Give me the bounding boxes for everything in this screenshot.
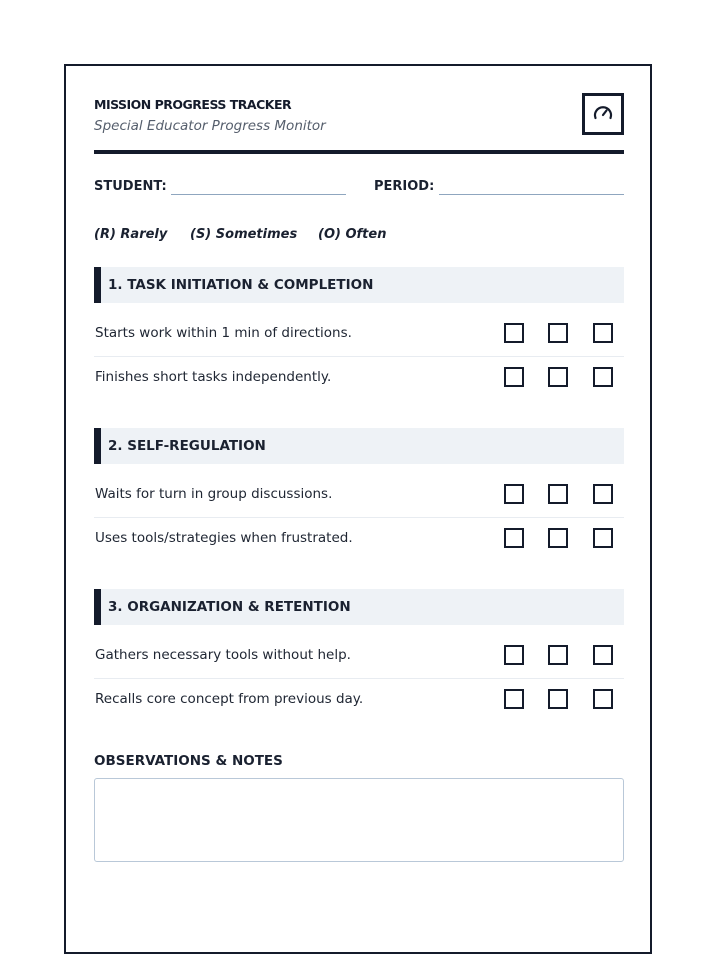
period-field[interactable] <box>439 194 624 195</box>
checklist-item-text: Finishes short tasks independently. <box>95 369 332 385</box>
page-title: MISSION PROGRESS TRACKER <box>94 97 292 112</box>
often-checkbox[interactable] <box>593 645 613 665</box>
rarely-checkbox[interactable] <box>504 367 524 387</box>
observations-label: OBSERVATIONS & NOTES <box>94 753 283 769</box>
rarely-checkbox[interactable] <box>504 645 524 665</box>
checklist-item-text: Waits for turn in group discussions. <box>95 486 333 502</box>
section-title: 3. ORGANIZATION & RETENTION <box>108 599 351 615</box>
rarely-checkbox[interactable] <box>504 484 524 504</box>
section-header-self-regulation <box>94 428 624 464</box>
sometimes-checkbox[interactable] <box>548 323 568 343</box>
often-checkbox[interactable] <box>593 689 613 709</box>
checklist-item-text: Uses tools/strategies when frustrated. <box>95 530 353 546</box>
legend-sometimes: (S) Sometimes <box>190 227 298 242</box>
sometimes-checkbox[interactable] <box>548 367 568 387</box>
sometimes-checkbox[interactable] <box>548 645 568 665</box>
student-field[interactable] <box>171 194 346 195</box>
checklist-row <box>94 678 624 722</box>
section-header-task-initiation <box>94 267 624 303</box>
page-subtitle: Special Educator Progress Monitor <box>94 118 326 134</box>
checklist-item-text: Starts work within 1 min of directions. <box>95 325 352 341</box>
checklist-row <box>94 356 624 400</box>
checklist-item-text: Recalls core concept from previous day. <box>95 691 364 707</box>
checklist-row <box>94 473 624 518</box>
legend-often: (O) Often <box>318 227 387 242</box>
often-checkbox[interactable] <box>593 367 613 387</box>
checklist-item-text: Gathers necessary tools without help. <box>95 647 351 663</box>
period-label: PERIOD: <box>374 179 435 194</box>
sometimes-checkbox[interactable] <box>548 528 568 548</box>
rarely-checkbox[interactable] <box>504 323 524 343</box>
header-divider <box>94 150 624 154</box>
section-title: 1. TASK INITIATION & COMPLETION <box>108 277 374 293</box>
sometimes-checkbox[interactable] <box>548 484 568 504</box>
section-header-organization <box>94 589 624 625</box>
often-checkbox[interactable] <box>593 323 613 343</box>
sometimes-checkbox[interactable] <box>548 689 568 709</box>
student-label: STUDENT: <box>94 179 167 194</box>
legend-rarely: (R) Rarely <box>94 227 168 242</box>
checklist-row <box>94 634 624 679</box>
checklist-row <box>94 517 624 561</box>
section-title: 2. SELF-REGULATION <box>108 438 266 454</box>
rarely-checkbox[interactable] <box>504 528 524 548</box>
often-checkbox[interactable] <box>593 484 613 504</box>
observations-notes-box[interactable] <box>94 778 624 862</box>
often-checkbox[interactable] <box>593 528 613 548</box>
speedometer-icon <box>582 93 624 135</box>
checklist-row <box>94 312 624 357</box>
tracker-sheet <box>64 64 652 954</box>
rarely-checkbox[interactable] <box>504 689 524 709</box>
